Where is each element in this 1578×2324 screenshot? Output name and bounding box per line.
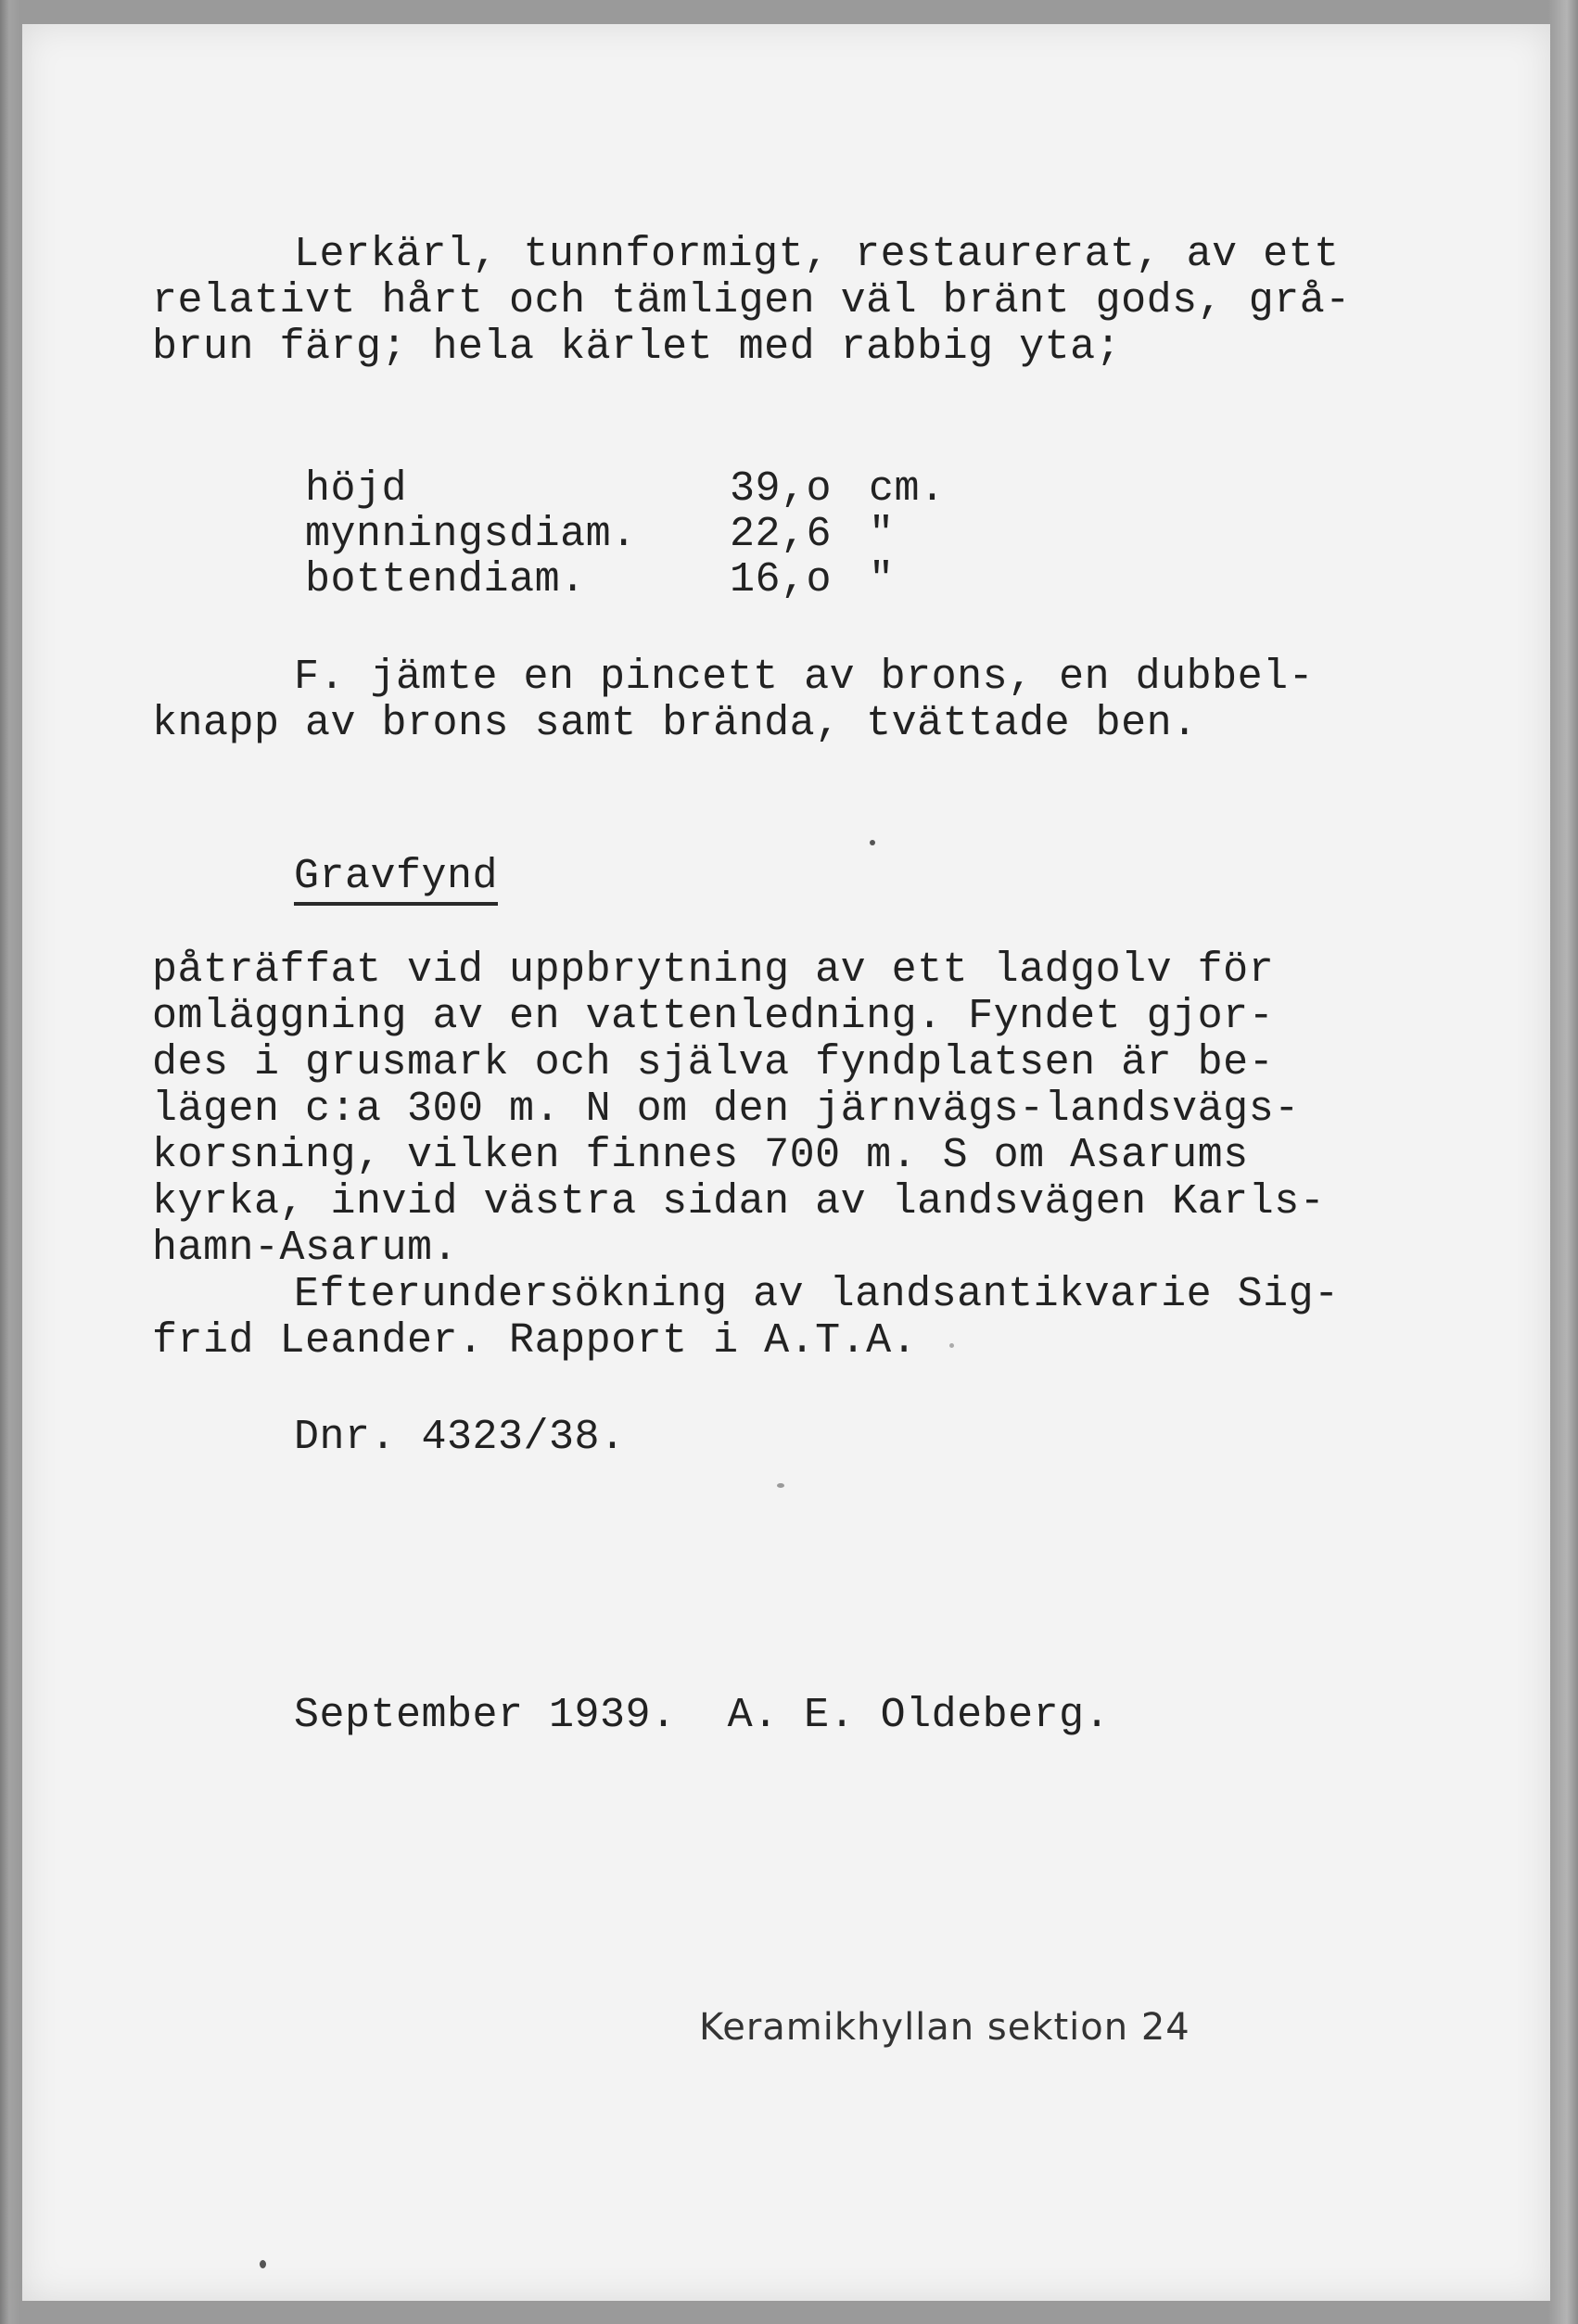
finds-line: knapp av brons samt brända, tvättade ben. [152,700,1198,747]
site-line: omläggning av en vattenledning. Fyndet gjor- [152,993,1275,1040]
measurement-unit: " [869,556,895,603]
measurement-label: höjd [305,465,408,513]
signature-line: September 1939. A. E. Oldeberg. [294,1692,1111,1739]
site-line: korsning, vilken finnes 700 m. S om Asarums [152,1132,1249,1179]
shelf-note: Keramikhyllan sektion 24 [699,2006,1190,2049]
description-line: brun färg; hela kärlet med rabbig yta; [152,324,1122,371]
site-line: hamn-Asarum. [152,1225,459,1272]
site-line: kyrka, invid västra sidan av landsvägen Karls- [152,1178,1326,1225]
followup-line: frid Leander. Rapport i A.T.A. [152,1317,918,1365]
description-line: relativt hårt och tämligen väl bränt gods, grå- [152,277,1351,324]
measurements-table [152,420,946,603]
site-line: lägen c:a 300 m. N om den järnvägs-landsvägs- [152,1086,1300,1133]
site-line: des i grusmark och själva fyndplatsen är be- [152,1039,1275,1086]
finds-line: F. jämte en pincett av brons, en dubbel- [294,654,1315,701]
measurement-value: 16,o [730,556,833,603]
measurement-row-height [152,420,946,513]
followup-paragraph [152,1272,1340,1365]
measurement-label: mynningsdiam. [305,511,637,558]
followup-line: Efterundersökning av landsantikvarie Sig- [294,1271,1340,1318]
measurement-label: bottendiam. [305,556,586,603]
description-paragraph [152,232,1351,371]
site-line: påträffat vid uppbrytning av ett ladgolv för [152,946,1275,994]
measurement-value: 39,o [730,465,833,513]
measurement-value: 22,6 [730,511,833,558]
finds-paragraph [152,654,1314,747]
site-paragraph [152,947,1325,1272]
registration-number: Dnr. 4323/38. [294,1414,626,1461]
catalog-card [22,24,1550,2301]
measurement-unit: " [869,511,895,558]
section-heading: Gravfynd [294,854,498,906]
scan-speck [260,2260,266,2268]
description-line: Lerkärl, tunnformigt, restaurerat, av ett [294,231,1340,278]
measurement-unit: cm. [869,465,946,513]
scan-speck [949,1343,954,1348]
scan-speck [870,840,875,845]
scan-speck [777,1483,784,1488]
